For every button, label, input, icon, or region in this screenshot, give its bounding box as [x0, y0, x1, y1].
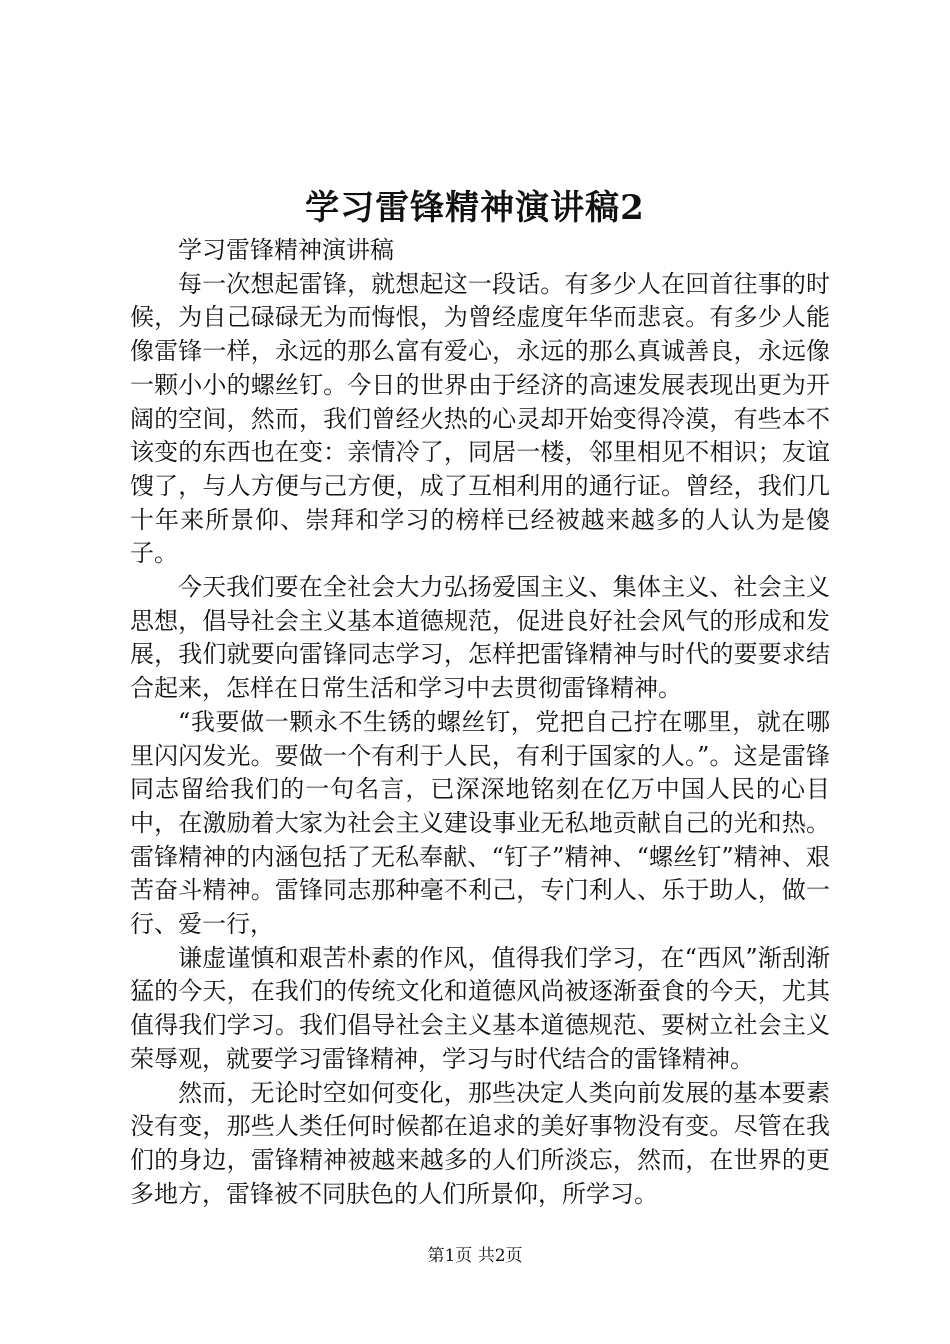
paragraph: 谦虚谨慎和艰苦朴素的作风，值得我们学习，在“西风”渐刮渐猛的今天，在我们的传统文化和道德风尚被逐渐蚕食的今天，尤其值得我们学习。我们倡导社会主义基本道德规范、要树立社会主义荣辱观，就要学习雷锋精神，学习与时代结合的雷锋精神。: [130, 943, 830, 1073]
paragraph: 每一次想起雷锋，就想起这一段话。有多少人在回首往事的时候，为自己碌碌无为而悔恨，为曾经虚度年华而悲哀。有多少人能像雷锋一样，永远的那么富有爱心，永远的那么真诚善良，永远像一颗小小的螺丝钉。今日的世界由于经济的高速发展表现出更为开阔的空间，然而，我们曾经火热的心灵却开始变得冷漠，有些本不该变的东西也在变：亲情冷了，同居一楼，邻里相见不相识；友谊馊了，与人方便与己方便，成了互相利用的通行证。曾经，我们几十年来所景仰、崇拜和学习的榜样已经被越来越多的人认为是傻子。: [130, 269, 830, 568]
document-body: [130, 234, 830, 1211]
paragraph: 然而，无论时空如何变化，那些决定人类向前发展的基本要素没有变，那些人类任何时候都在追求的美好事物没有变。尽管在我们的身边，雷锋精神被越来越多的人们所淡忘，然而，在世界的更多地方，雷锋被不同肤色的人们所景仰，所学习。: [130, 1078, 830, 1208]
paragraph-subtitle: 学习雷锋精神演讲稿: [178, 236, 394, 264]
paragraph: “我要做一颗永不生锈的螺丝钉，党把自己拧在哪里，就在哪里闪闪发光。要做一个有利于人民，有利于国家的人。”。这是雷锋同志留给我们的一句名言，已深深地铭刻在亿万中国人民的心目中，在激励着大家为社会主义建设事业无私地贡献自己的光和热。雷锋精神的内涵包括了无私奉献、“钉子”精神、“螺丝钉”精神、艰苦奋斗精神。雷锋同志那种毫不利己，专门利人、乐于助人，做一行、爱一行，: [130, 707, 830, 939]
paragraph: 今天我们要在全社会大力弘扬爱国主义、集体主义、社会主义思想，倡导社会主义基本道德规范，促进良好社会风气的形成和发展，我们就要向雷锋同志学习，怎样把雷锋精神与时代的要要求结合起来，怎样在日常生活和学习中去贯彻雷锋精神。: [130, 573, 830, 703]
document-title: 学习雷锋精神演讲稿2: [305, 188, 645, 228]
page-footer: 第1页 共2页: [427, 1246, 523, 1266]
